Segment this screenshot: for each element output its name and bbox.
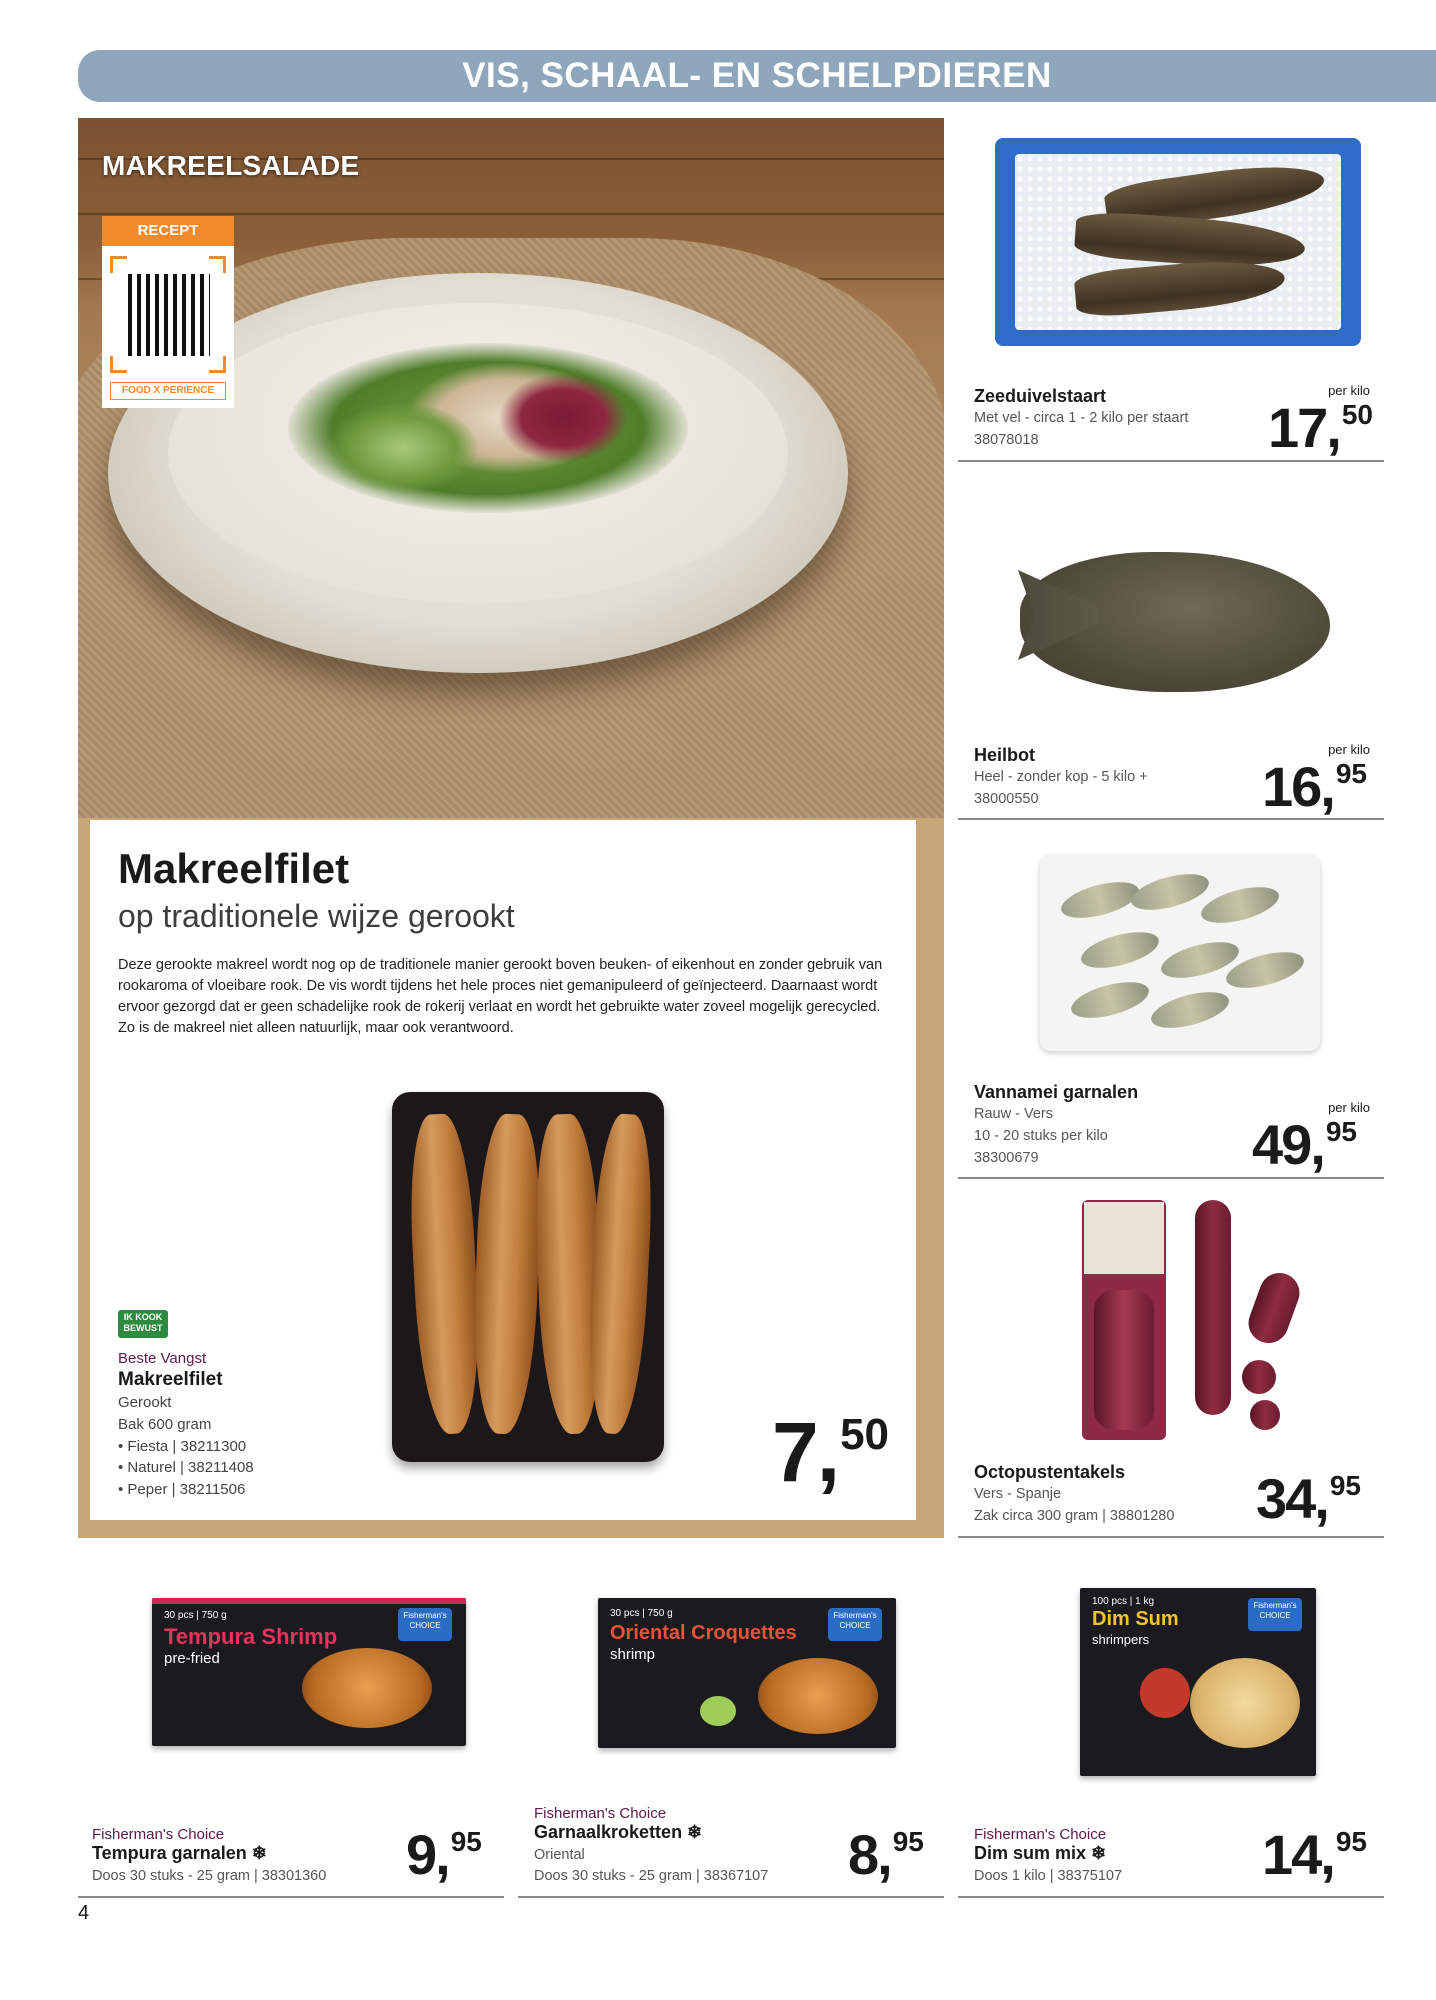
product-price: 14,95 — [1262, 1823, 1368, 1886]
feature-product-line: • Peper | 38211506 — [118, 1481, 246, 1498]
octopus-slice — [1250, 1400, 1280, 1430]
dimsum-box-image — [1080, 1588, 1316, 1776]
fishermans-choice-logo: Fisherman's CHOICE — [1248, 1598, 1302, 1631]
box-count: 30 pcs | 750 g — [610, 1608, 673, 1619]
divider — [958, 1177, 1384, 1179]
divider — [958, 818, 1384, 820]
recipe-badge: RECEPT — [102, 216, 234, 246]
box-title: Oriental Croquettes — [610, 1622, 797, 1644]
product-price: 17,50 — [1268, 396, 1374, 459]
product-detail: Heel - zonder kop - 5 kilo + — [974, 769, 1148, 785]
feature-title: Makreelfilet — [118, 845, 350, 892]
box-title: Tempura Shrimp — [164, 1624, 338, 1649]
product-detail: Doos 1 kilo | 38375107 — [974, 1868, 1123, 1884]
product-price: 34,95 — [1256, 1467, 1362, 1530]
product-name: Octopustentakels — [974, 1462, 1126, 1482]
product-price: 9,95 — [406, 1823, 482, 1886]
product-price: 49,95 — [1252, 1113, 1358, 1176]
box-subtitle: shrimp — [610, 1646, 656, 1663]
feature-product-line: • Fiesta | 38211300 — [118, 1438, 247, 1455]
croquettes-box-image — [598, 1598, 896, 1748]
fishermans-choice-logo: Fisherman's CHOICE — [828, 1608, 882, 1641]
feature-subtitle: op traditionele wijze gerookt — [118, 898, 515, 934]
monkfish-crate-image — [995, 138, 1361, 346]
divider — [958, 1536, 1384, 1538]
box-count: 100 pcs | 1 kg — [1092, 1596, 1155, 1607]
feature-product-name: Makreelfilet — [118, 1369, 223, 1390]
product-brand: Fisherman's Choice — [534, 1805, 667, 1822]
divider — [518, 1896, 944, 1898]
product-detail: Rauw - Vers — [974, 1106, 1053, 1122]
price-unit: per kilo — [1328, 383, 1370, 398]
product-detail: Oriental — [534, 1847, 585, 1863]
product-detail: Doos 30 stuks - 25 gram | 38301360 — [92, 1868, 327, 1884]
product-name: Zeeduivelstaart — [974, 386, 1107, 406]
product-name: Dim sum mix ❄ — [974, 1843, 1107, 1863]
price-unit: per kilo — [1328, 742, 1370, 757]
product-detail: 38300679 — [974, 1150, 1039, 1166]
ik-kook-bewust-badge: IK KOOK BEWUST — [118, 1310, 168, 1338]
price-unit: per kilo — [1328, 1100, 1370, 1115]
octopus-leg — [1243, 1267, 1305, 1348]
product-price: 16,95 — [1262, 755, 1368, 818]
feature-product-line: Gerookt — [118, 1394, 172, 1411]
box-title: Dim Sum — [1092, 1608, 1179, 1630]
feature-brand: Beste Vangst — [118, 1350, 207, 1367]
foodxperience-logo: FOOD X PERIENCE — [110, 382, 226, 400]
feature-description: Deze gerookte makreel wordt nog op de traditionele manier gerookt boven beuken- of eikenhout en zonder gebruik van rookaroma of vloeibare rook. De vis wordt tijdens het hele proces niet gemanipuleerd of geïnjecteerd. Daarnaast wordt ervoor gezorgd dat er geen schadelijke rook de rokerij verlaat en wordt het gebruikte water zoveel mogelijk gerecycled. Zo is de makreel niet alleen natuurlijk, maar ook verantwoord. — [118, 957, 883, 1036]
product-detail: Doos 30 stuks - 25 gram | 38367107 — [534, 1868, 769, 1884]
box-count: 30 pcs | 750 g — [164, 1610, 227, 1621]
page-title: VIS, SCHAAL- EN SCHELPDIEREN — [462, 56, 1052, 95]
recipe-title: MAKREELSALADE — [102, 150, 360, 181]
product-detail: 10 - 20 stuks per kilo — [974, 1128, 1108, 1144]
product-price: 8,95 — [848, 1823, 924, 1886]
box-subtitle: shrimpers — [1092, 1632, 1150, 1647]
tempura-box-image — [152, 1598, 466, 1746]
product-detail: 38000550 — [974, 791, 1039, 807]
product-brand: Fisherman's Choice — [92, 1826, 225, 1843]
feature-price: 7,50 — [772, 1405, 890, 1499]
recipe-qr-card[interactable] — [102, 216, 234, 408]
product-detail: Vers - Spanje — [974, 1486, 1062, 1502]
product-name: Heilbot — [974, 745, 1035, 765]
octopus-leg — [1195, 1200, 1231, 1415]
product-brand: Fisherman's Choice — [974, 1826, 1107, 1843]
octopus-slice — [1242, 1360, 1276, 1394]
product-detail: 38078018 — [974, 432, 1039, 448]
shrimp-tray-image — [1040, 855, 1320, 1051]
octopus-pack-image — [1082, 1200, 1166, 1440]
product-name: Vannamei garnalen — [974, 1082, 1139, 1102]
divider — [958, 460, 1384, 462]
product-name: Garnaalkroketten ❄ — [534, 1822, 703, 1842]
fishermans-choice-logo: Fisherman's CHOICE — [398, 1608, 452, 1641]
divider — [958, 1896, 1384, 1898]
box-subtitle: pre-fried — [164, 1650, 220, 1667]
product-name: Tempura garnalen ❄ — [92, 1843, 267, 1863]
page-number: 4 — [78, 1902, 90, 1924]
product-detail: Met vel - circa 1 - 2 kilo per staart — [974, 410, 1189, 426]
product-detail: Zak circa 300 gram | 38801280 — [974, 1508, 1175, 1524]
divider — [78, 1896, 504, 1898]
qr-code-icon[interactable] — [128, 274, 210, 356]
feature-product-line: • Naturel | 38211408 — [118, 1459, 254, 1476]
mackerel-tray-image — [392, 1092, 664, 1462]
feature-product-line: Bak 600 gram — [118, 1416, 212, 1433]
